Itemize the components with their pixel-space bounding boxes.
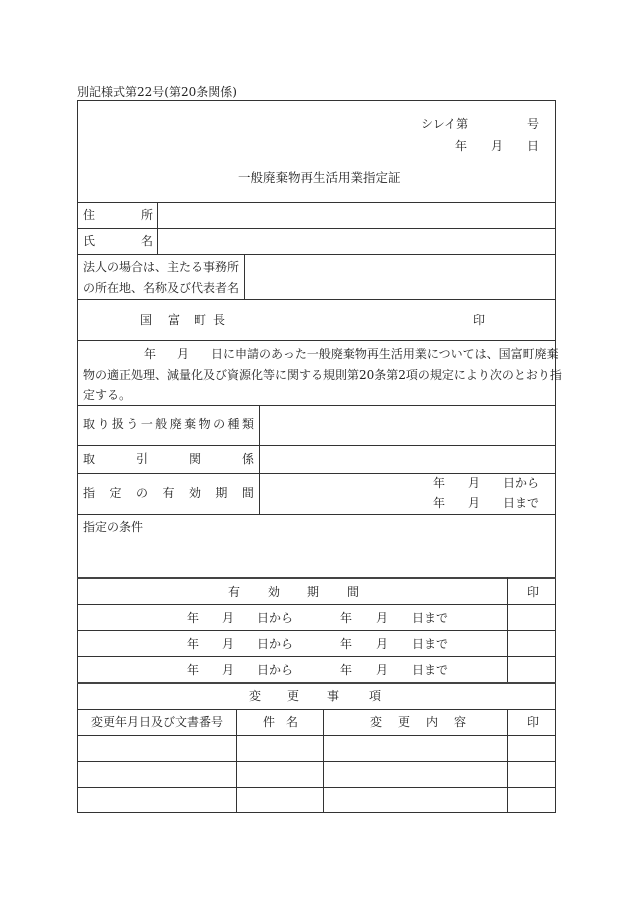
rule — [77, 473, 556, 474]
period-start-day: 日から — [503, 476, 540, 490]
mayor-title: 町 — [194, 313, 207, 327]
label-char: 指 — [83, 486, 96, 500]
rule — [77, 735, 556, 736]
label-char: 種 — [227, 417, 240, 431]
validity-row-3-month-from: 月 — [222, 663, 235, 677]
label-char: 効 — [188, 486, 201, 500]
statement-month: 月 — [177, 347, 190, 361]
form-number-caption: 別記様式第22号(第20条関係) — [77, 85, 237, 99]
statement-line2: 物の適正処理、減量化及び資源化等に関する規則第20条第2項の規定により次のとおり指 — [83, 368, 562, 382]
label-char: 期 — [215, 486, 228, 500]
changes-title: 変 — [249, 689, 262, 703]
changes-col-date: 変更年月日及び文書番号 — [91, 715, 224, 729]
date-day-label: 日 — [527, 139, 540, 153]
validity-row-3-day-from: 日から — [257, 663, 294, 677]
rule — [77, 630, 556, 631]
label-char: 有 — [162, 486, 175, 500]
date-month-label: 月 — [491, 139, 504, 153]
label-char: 扱 — [111, 417, 124, 431]
mayor-title: 富 — [168, 313, 181, 327]
label-char: の — [213, 417, 226, 431]
rule — [77, 228, 556, 229]
mayor-title: 国 — [140, 313, 153, 327]
rule — [507, 709, 508, 813]
changes-title: 事 — [327, 689, 340, 703]
period-end-year: 年 — [433, 496, 446, 510]
rule — [77, 254, 556, 255]
certificate-number-prefix: シレイ第 — [421, 117, 469, 131]
period-end-day: 日まで — [503, 496, 540, 510]
statement-line1: 日に申請のあった一般廃棄物再生活用業については、国富町廃棄 — [211, 347, 559, 361]
validity-row-2-day-to: 日まで — [412, 637, 449, 651]
label-char: 般 — [155, 417, 168, 431]
validity-header: 有 — [228, 585, 241, 599]
rule — [77, 787, 556, 788]
rule — [77, 299, 556, 300]
rule — [244, 254, 245, 299]
address-label: 住 — [83, 208, 96, 222]
label-char: 定 — [109, 486, 122, 500]
validity-row-1-day-to: 日まで — [412, 611, 449, 625]
validity-row-3-year-from: 年 — [187, 663, 200, 677]
date-year-label: 年 — [455, 139, 468, 153]
mayor-title: 長 — [213, 313, 226, 327]
period-start-year: 年 — [433, 476, 446, 490]
changes-col-content: 内 — [426, 715, 439, 729]
certificate-number-suffix: 号 — [527, 117, 540, 131]
rule — [77, 340, 556, 341]
changes-col-content: 変 — [370, 715, 383, 729]
label-char: 棄 — [184, 417, 197, 431]
rule — [77, 445, 556, 446]
rule — [77, 202, 556, 203]
changes-col-content: 容 — [454, 715, 467, 729]
validity-header: 間 — [347, 585, 360, 599]
changes-col-content: 更 — [398, 715, 411, 729]
label-char: り — [97, 417, 110, 431]
changes-col-subject: 名 — [286, 715, 299, 729]
name-label: 名 — [141, 234, 154, 248]
label-char: 一 — [140, 417, 153, 431]
validity-row-2-year-from: 年 — [187, 637, 200, 651]
validity-row-1-year-from: 年 — [187, 611, 200, 625]
changes-title: 項 — [369, 689, 382, 703]
address-label: 所 — [141, 208, 154, 222]
validity-row-3-year-to: 年 — [340, 663, 353, 677]
validity-row-2-month-from: 月 — [222, 637, 235, 651]
label-char: の — [135, 486, 148, 500]
conditions-label: 指定の条件 — [83, 520, 144, 534]
rule — [157, 202, 158, 254]
statement-year: 年 — [144, 347, 157, 361]
rule — [77, 405, 556, 406]
validity-row-1-day-from: 日から — [257, 611, 294, 625]
label-char: 係 — [241, 452, 254, 466]
designation-period-label — [83, 487, 254, 499]
rule — [77, 514, 556, 515]
rule — [259, 405, 260, 514]
period-start-month: 月 — [468, 476, 481, 490]
waste-type-label — [83, 418, 254, 430]
label-char: 関 — [188, 452, 201, 466]
corporate-label-line2: の所在地、名称及び代表者名 — [83, 281, 240, 295]
validity-row-1-month-from: 月 — [222, 611, 235, 625]
label-char: 引 — [135, 452, 148, 466]
rule — [236, 709, 237, 813]
rule — [77, 761, 556, 762]
label-char: 物 — [198, 417, 211, 431]
rule — [77, 604, 556, 605]
rule — [507, 577, 508, 682]
rule — [77, 709, 556, 710]
label-char: 間 — [241, 486, 254, 500]
name-label: 氏 — [83, 234, 96, 248]
statement-line3: 定する。 — [83, 388, 132, 402]
rule — [77, 656, 556, 657]
label-char: う — [126, 417, 139, 431]
changes-col-subject: 件 — [263, 715, 276, 729]
corporate-label-line1: 法人の場合は、主たる事務所 — [83, 260, 240, 274]
validity-row-2-month-to: 月 — [376, 637, 389, 651]
changes-col-seal: 印 — [527, 715, 540, 729]
label-char: 廃 — [169, 417, 182, 431]
rule — [323, 709, 324, 813]
label-char: 取 — [83, 417, 96, 431]
validity-row-1-year-to: 年 — [340, 611, 353, 625]
trade-relation-label — [83, 453, 254, 465]
validity-row-2-year-to: 年 — [340, 637, 353, 651]
validity-row-1-month-to: 月 — [376, 611, 389, 625]
validity-row-3-month-to: 月 — [376, 663, 389, 677]
rule — [77, 682, 556, 684]
label-char: 類 — [241, 417, 254, 431]
validity-row-2-day-from: 日から — [257, 637, 294, 651]
rule — [77, 577, 556, 579]
changes-title: 更 — [287, 689, 300, 703]
validity-row-3-day-to: 日まで — [412, 663, 449, 677]
mayor-seal-mark: 印 — [473, 313, 486, 327]
validity-seal-header: 印 — [527, 585, 540, 599]
validity-header: 期 — [307, 585, 320, 599]
validity-header: 効 — [268, 585, 281, 599]
certificate-title: 一般廃棄物再生活用業指定証 — [238, 170, 401, 185]
label-char: 取 — [83, 452, 96, 466]
period-end-month: 月 — [468, 496, 481, 510]
